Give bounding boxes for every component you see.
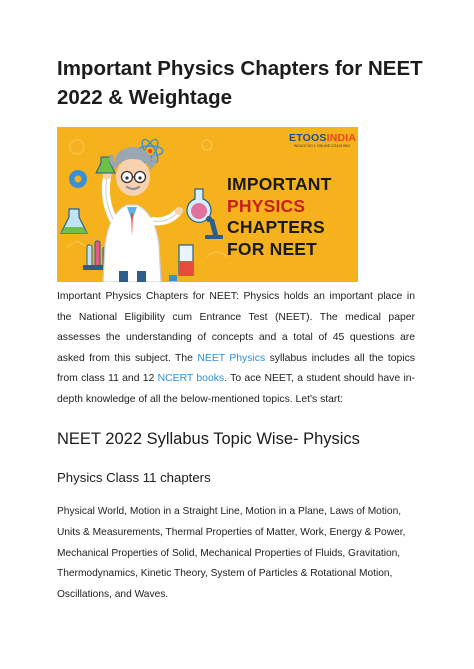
- intro-text-2: syllabus includes all the topics from class 11 and 12: [57, 352, 415, 385]
- headline-line-3: CHAPTERS: [227, 217, 325, 237]
- brand-tagline: INDIA'S NO.1 ONLINE COACHING: [293, 144, 351, 148]
- page-title: Important Physics Chapters for NEET 2022 & Weightage: [57, 57, 423, 109]
- headline-line-4: FOR NEET: [227, 238, 318, 259]
- ncert-books-link[interactable]: NCERT books: [157, 373, 225, 385]
- intro-text-1: Important Physics Chapters for NEET: Physics holds an important place in the National Eligibility cum Entrance Test (NEET). The medical paper assesses the understanding of concepts and a total of 45 questions are asked from this subject. The: [57, 291, 415, 364]
- headline-line-2: PHYSICS: [227, 195, 306, 216]
- microscope-icon: [205, 216, 223, 239]
- intro-text-3: . To ace NEET, a student should have in-depth knowledge of all the below-mentioned topics. Let's start:: [57, 373, 415, 405]
- flask-icon: [61, 209, 87, 233]
- gear-icon: [69, 170, 87, 188]
- brand-name: ETOOSINDIA: [289, 132, 357, 144]
- banner-headline: [227, 174, 357, 260]
- hero-banner: [57, 127, 358, 282]
- section-subheading: Physics Class 11 chapters: [57, 470, 211, 485]
- scientist-character: [96, 147, 183, 282]
- bottle-icon: [169, 275, 177, 281]
- chapters-list-paragraph: Physical World, Motion in a Straight Line, Motion in a Plane, Laws of Motion, Units & Measurements, Thermal Properties of Matter, Work, Energy & Power, Mechanical Properties of Solid, Mechanical Properties of Fluids, Gravitation, Thermodynamics, Kinetic Theory, System of Particles & Rotational Motion, Oscillations, and Waves.: [57, 506, 406, 601]
- headline-line-1: IMPORTANT: [227, 174, 332, 194]
- intro-paragraph: [57, 287, 415, 411]
- brand-logo: [289, 132, 355, 149]
- section-heading: NEET 2022 Syllabus Topic Wise- Physics: [57, 430, 360, 448]
- neet-physics-link[interactable]: NEET Physics: [197, 352, 266, 364]
- beaker-icon: [179, 245, 193, 275]
